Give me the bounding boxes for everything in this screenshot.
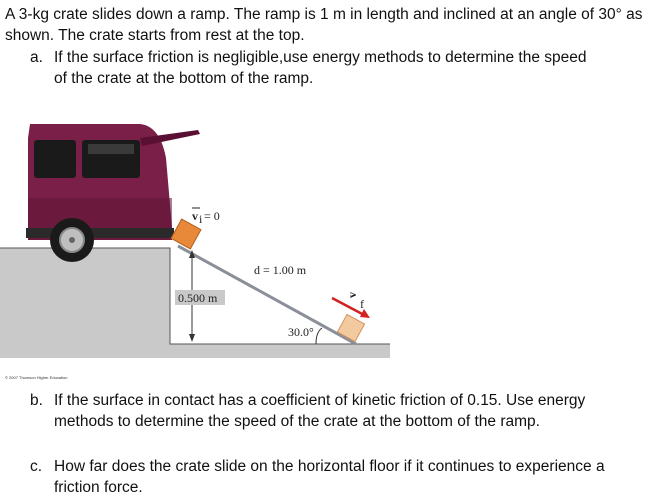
- problem-intro: A 3-kg crate slides down a ramp. The ramp is 1 m in length and inclined at an angle of 30° as shown. The crate starts from rest at the top.: [5, 6, 643, 44]
- height-label: 0.500 m: [178, 291, 218, 305]
- crate-top: [171, 219, 201, 249]
- vi-subscript: i: [199, 212, 203, 226]
- van-illustration: [26, 124, 200, 262]
- vf-subscript: f: [360, 297, 364, 311]
- van-window-glare: [88, 144, 134, 154]
- part-b-text: If the surface in contact has a coefficient of kinetic friction of 0.15. Use energy methods to determine the speed of the crate at the bottom of the ramp.: [54, 392, 586, 430]
- part-b-letter: b.: [30, 392, 43, 409]
- vi-value: = 0: [204, 209, 220, 223]
- vf-label: v: [345, 292, 359, 298]
- vi-label: v: [192, 209, 198, 223]
- angle-label: 30.0°: [288, 325, 314, 339]
- ramp-length-label: d = 1.00 m: [254, 263, 307, 277]
- part-a-text: If the surface friction is negligible,use energy methods to determine the speed of the crate at the bottom of the ramp.: [54, 49, 587, 87]
- ramp-figure: [0, 118, 400, 384]
- van-window-1: [34, 140, 76, 178]
- height-arrow-bottom: [189, 334, 195, 342]
- part-c-text: How far does the crate slide on the horizontal floor if it continues to experience a friction force.: [54, 458, 605, 496]
- ramp-diagram: [0, 118, 400, 384]
- van-bumper: [26, 228, 174, 238]
- figure-copyright: © 2007 Thomson Higher Education: [5, 375, 68, 380]
- part-c-letter: c.: [30, 458, 43, 475]
- van-hub-center: [69, 237, 75, 243]
- angle-arc: [316, 328, 322, 344]
- part-a-letter: a.: [30, 49, 43, 66]
